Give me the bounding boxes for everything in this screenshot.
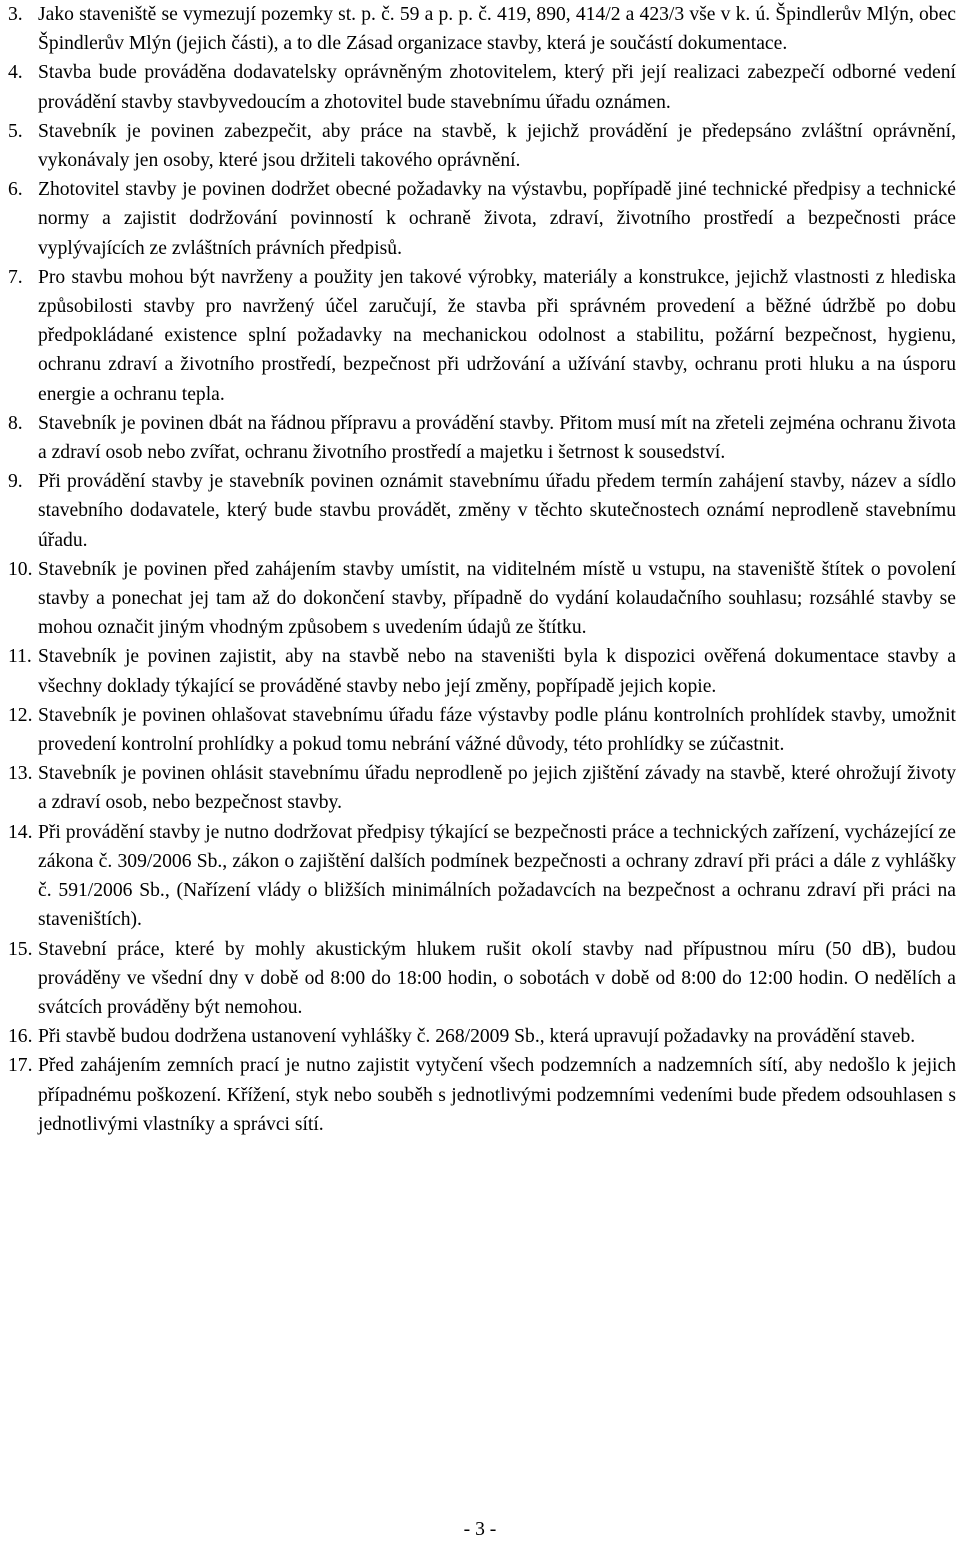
list-item [8,555,956,643]
item-number: 7. [8,266,23,288]
page-number: - 3 - [463,1519,497,1540]
item-text: Zhotovitel stavby je povinen dodržet obecné požadavky na výstavbu, popřípadě jiné technické předpisy a technické normy a zajistit dodržování povinností k ochraně života, zdraví, životního prostředí a bezpečnosti práce vyplývajících ze zvláštních právních předpisů. [38,179,956,259]
item-number: 9. [8,471,23,493]
list-item [8,1022,956,1051]
list-item [8,409,956,467]
conditions-list [8,0,956,1139]
list-item [8,935,956,1023]
item-number: 8. [8,412,23,434]
item-number: 16. [8,1026,33,1048]
item-number: 5. [8,120,23,142]
item-text: Jako staveniště se vymezují pozemky st. p. č. 59 a p. p. č. 419, 890, 414/2 a 423/3 vše v k. ú. Špindlerův Mlýn, obec Špindlerův Mlýn (jejich části), a to dle Zásad organizace stavby, která je součástí dokumentace. [38,4,956,55]
item-text: Při provádění stavby je nutno dodržovat předpisy týkající se bezpečnosti práce a technických zařízení, vycházející ze zákona č. 309/2006 Sb., zákon o zajištění dalších podmínek bezpečnosti a ochrany zdraví při práci a dále z vyhlášky č. 591/2006 Sb., (Nařízení vlády o bližších minimálních požadavcích na bezpečnost a ochranu zdraví při práci na staveništích). [38,821,956,931]
item-text: Stavebník je povinen ohlásit stavebnímu úřadu neprodleně po jejich zjištění závady na stavbě, které ohrožují životy a zdraví osob, nebo bezpečnost stavby. [38,763,956,814]
list-item [8,759,956,817]
list-item [8,701,956,759]
item-text: Stavba bude prováděna dodavatelsky oprávněným zhotovitelem, který při její realizaci zabezpečí odborné vedení provádění stavby stavbyvedoucím a zhotovitel bude stavebnímu úřadu oznámen. [38,62,956,113]
item-number: 4. [8,62,23,84]
item-number: 15. [8,938,33,960]
item-number: 6. [8,179,23,201]
item-text: Stavebník je povinen před zahájením stavby umístit, na viditelném místě u vstupu, na staveniště štítek o povolení stavby a ponechat jej tam až do dokončení stavby, případně do vydání kolaudačního souhlasu; rozsáhlé stavby se mohou označit jiným vhodným způsobem s uvedením údajů ze štítku. [38,558,956,639]
item-number: 3. [8,4,23,25]
item-text: Stavebník je povinen dbát na řádnou přípravu a provádění stavby. Přitom musí mít na zřeteli zejména ochranu života a zdraví osob nebo zvířat, ochranu životního prostředí a majetku i šetrnost k sousedství. [38,412,956,464]
list-item [8,467,956,555]
list-item [8,818,956,935]
item-number: 11. [8,646,32,668]
item-text: Stavební práce, které by mohly akustickým hlukem rušit okolí stavby nad přípustnou míru (50 dB), budou prováděny ve všední dny v době od 8:00 do 18:00 hodin, o sobotách v době od 8:00 do 12:00 hodin. O nedělích a svátcích prováděny být nemohou. [38,938,956,1018]
item-text: Pro stavbu mohou být navrženy a použity jen takové výrobky, materiály a konstrukce, jejichž vlastnosti z hlediska způsobilosti stavby pro navržený účel zaručují, že stavba při správném provedení a běžné údržbě po dobu předpokládané existence splní požadavky na mechanickou odolnost a stabilitu, požární bezpečnost, hygienu, ochranu zdraví a životního prostředí, bezpečnost při udržování a užívání stavby, ochranu proti hluku a na úsporu energie a ochranu tepla. [38,266,956,405]
item-text: Před zahájením zemních prací je nutno zajistit vytyčení všech podzemních a nadzemních sítí, aby nedošlo k jejich případnému poškození. Křížení, styk nebo souběh s jednotlivými podzemními vedeními bude předem odsouhlasen s jednotlivými vlastníky a správci sítí. [38,1055,956,1135]
item-number: 12. [8,704,33,726]
item-text: Při stavbě budou dodržena ustanovení vyhlášky č. 268/2009 Sb., která upravují požadavky na provádění staveb. [38,1026,916,1048]
list-item [8,1051,956,1139]
item-text: Při provádění stavby je stavebník povinen oznámit stavebnímu úřadu předem termín zahájení stavby, název a sídlo stavebního dodavatele, který bude stavbu provádět, změny v těchto skutečnostech oznámí neprodleně stavebnímu úřadu. [38,471,956,551]
item-text: Stavebník je povinen zajistit, aby na stavbě nebo na staveništi byla k dispozici ověřená dokumentace stavby a všechny doklady týkající se prováděné stavby nebo její změny, popřípadě jejich kopie. [38,646,956,697]
list-item [8,0,956,58]
list-item [8,175,956,263]
item-number: 13. [8,763,33,785]
list-item [8,642,956,700]
item-number: 17. [8,1055,33,1077]
list-item [8,117,956,175]
item-text: Stavebník je povinen ohlašovat stavebnímu úřadu fáze výstavby podle plánu kontrolních prohlídek stavby, umožnit provedení kontrolní prohlídky a pokud tomu nebrání vážné důvody, této prohlídky se zúčastnit. [38,704,956,756]
list-item [8,58,956,116]
item-text: Stavebník je povinen zabezpečit, aby práce na stavbě, k jejichž provádění je předepsáno zvláštní oprávnění, vykonávaly jen osoby, které jsou držiteli takového oprávnění. [38,120,956,172]
item-number: 10. [8,558,33,580]
item-number: 14. [8,821,33,843]
list-item [8,263,956,409]
